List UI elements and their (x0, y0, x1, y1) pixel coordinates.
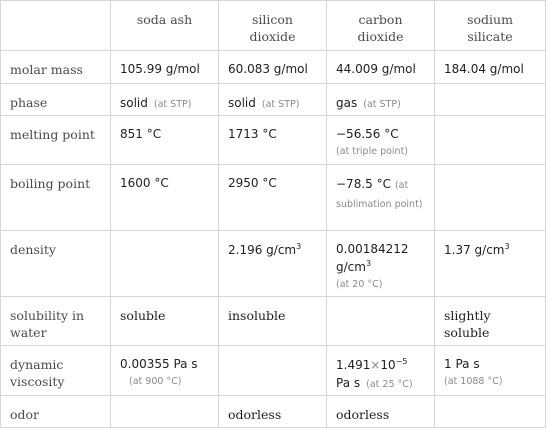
unit-text: Pa s (336, 376, 361, 390)
column-header: silicon dioxide (219, 1, 327, 51)
row-label: melting point (1, 116, 111, 165)
cell-value (327, 84, 435, 116)
unit-text: g/cm (336, 260, 366, 274)
cell-value: 1600 °C (111, 165, 219, 231)
row-label: dynamic viscosity (1, 346, 111, 396)
times-sign: × (370, 358, 381, 372)
row-phase (1, 84, 546, 116)
cell-value: odorless (219, 396, 327, 428)
cell-value: 1713 °C (219, 116, 327, 165)
value-text: 0.00355 Pa s (120, 357, 198, 371)
row-label: density (1, 231, 111, 297)
cell-value: insoluble (219, 297, 327, 346)
unit-exponent: 3 (296, 242, 302, 251)
value-text: 2.196 g/cm (228, 243, 297, 257)
cell-value (219, 84, 327, 116)
empty-cell (111, 231, 219, 297)
cell-value: soluble (111, 297, 219, 346)
empty-cell (435, 84, 546, 116)
empty-cell (435, 165, 546, 231)
condition-note: (at 900 °C) (129, 376, 182, 387)
cell-value: 184.04 g/mol (435, 51, 546, 84)
unit-exponent: 3 (365, 259, 372, 268)
value-exponent: −5 (395, 357, 408, 366)
cell-value: 44.009 g/mol (327, 51, 435, 84)
row-label: phase (1, 84, 111, 116)
cell-value: 851 °C (111, 116, 219, 165)
row-label: molar mass (1, 51, 111, 84)
empty-cell (219, 346, 327, 396)
cell-value (111, 346, 219, 396)
value-text: −78.5 °C (336, 177, 391, 191)
row-solubility (1, 297, 546, 346)
cell-value: 105.99 g/mol (111, 51, 219, 84)
value-text: solid (120, 96, 148, 110)
cell-value (435, 231, 546, 297)
row-boiling-point (1, 165, 546, 231)
value-text: solid (228, 96, 256, 110)
condition-note: (at sublimation point) (336, 180, 423, 210)
cell-value: odorless (327, 396, 435, 428)
value-text: 1 Pa s (444, 357, 480, 371)
value-text: −56.56 °C (336, 127, 399, 141)
row-label: solubility in water (1, 297, 111, 346)
column-header: carbon dioxide (327, 1, 435, 51)
value-mantissa: 1.491 (336, 358, 371, 372)
empty-cell (435, 396, 546, 428)
condition-note: (at STP) (363, 99, 401, 110)
row-molar-mass (1, 51, 546, 84)
value-text: 1.37 g/cm (444, 243, 505, 257)
value-base: 10 (380, 358, 396, 372)
column-header: soda ash (111, 1, 219, 51)
cell-value (435, 346, 546, 396)
condition-note: (at 25 °C) (366, 379, 413, 390)
row-label: boiling point (1, 165, 111, 231)
condition-note: (at 1088 °C) (444, 376, 503, 387)
condition-note: (at STP) (261, 99, 300, 110)
value-text: gas (336, 96, 358, 110)
row-label: odor (1, 396, 111, 428)
cell-value: 2950 °C (219, 165, 327, 231)
cell-value (327, 231, 435, 297)
cell-value: slightly soluble (435, 297, 546, 346)
cell-value (327, 346, 435, 396)
unit-exponent: 3 (504, 242, 510, 251)
row-density (1, 231, 546, 297)
empty-cell (435, 116, 546, 165)
cell-value: 60.083 g/mol (219, 51, 327, 84)
condition-note: (at STP) (153, 99, 192, 110)
row-melting-point (1, 116, 546, 165)
condition-note: (at 20 °C) (336, 279, 383, 290)
cell-value (327, 116, 435, 165)
empty-cell (111, 396, 219, 428)
row-odor (1, 396, 546, 428)
empty-cell (327, 297, 435, 346)
row-dynamic-viscosity (1, 346, 546, 396)
condition-note: (at triple point) (336, 146, 409, 157)
corner-cell (1, 1, 111, 51)
value-text: 0.00184212 (336, 242, 409, 256)
cell-value (327, 165, 435, 231)
column-header: sodium silicate (435, 1, 546, 51)
cell-value (111, 84, 219, 116)
cell-value (219, 231, 327, 297)
header-row (1, 1, 546, 51)
